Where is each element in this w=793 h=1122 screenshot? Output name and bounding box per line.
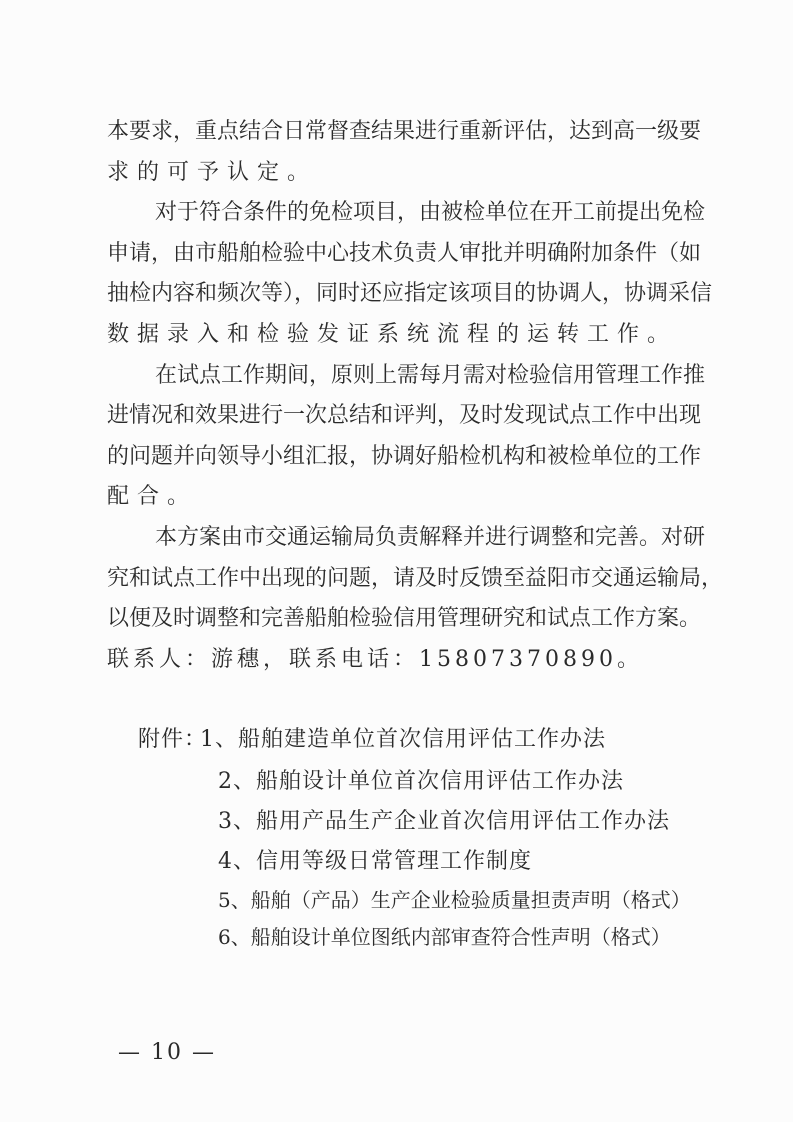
body-line: 求的可予认定。 [107,160,318,185]
attachment-item: 4、信用等级日常管理工作制度 [218,849,532,874]
paragraph-start-line: 本方案由市交通运输局负责解释并进行调整和完善。对研 [155,525,706,550]
body-line: 数据录入和检验发证系统流程的运转工作。 [107,322,678,347]
body-line: 申请，由市船舶检验中心技术负责人审批并明确附加条件（如 [107,241,702,266]
body-line: 以便及时调整和完善船舶检验信用管理研究和试点工作方案。 [107,606,702,631]
body-line: 究和试点工作中出现的问题，请及时反馈至益阳市交通运输局， [107,566,724,591]
attachment-item: 6、船舶设计单位图纸内部审查符合性声明（格式） [218,925,671,949]
body-line: 配合。 [107,484,198,509]
body-line: 进情况和效果进行一次总结和评判，及时发现试点工作中出现 [107,403,702,428]
contact-line: 联系人：游穗，联系电话：15807370890。 [107,647,643,672]
body-line: 的问题并向领导小组汇报，协调好船检机构和被检单位的工作 [107,444,702,469]
body-line: 本要求，重点结合日常督查结果进行重新评估，达到高一级要 [107,119,702,144]
attachment-item: 2、船舶设计单位首次信用评估工作办法 [218,769,624,794]
attachment-item: 3、船用产品生产企业首次信用评估工作办法 [218,809,670,834]
paragraph-start-line: 对于符合条件的免检项目，由被检单位在开工前提出免检 [155,200,706,225]
attachment-item: 5、船舶（产品）生产企业检验质量担责声明（格式） [218,888,691,912]
page-number: — 10 — [118,1040,216,1065]
paragraph-start-line: 在试点工作期间，原则上需每月需对检验信用管理工作推 [155,363,706,388]
body-line: 抽检内容和频次等），同时还应指定该项目的协调人，协调采信 [107,281,713,306]
attachment-item: 1、船舶建造单位首次信用评估工作办法 [200,727,606,752]
attachments-label: 附件： [138,727,208,752]
